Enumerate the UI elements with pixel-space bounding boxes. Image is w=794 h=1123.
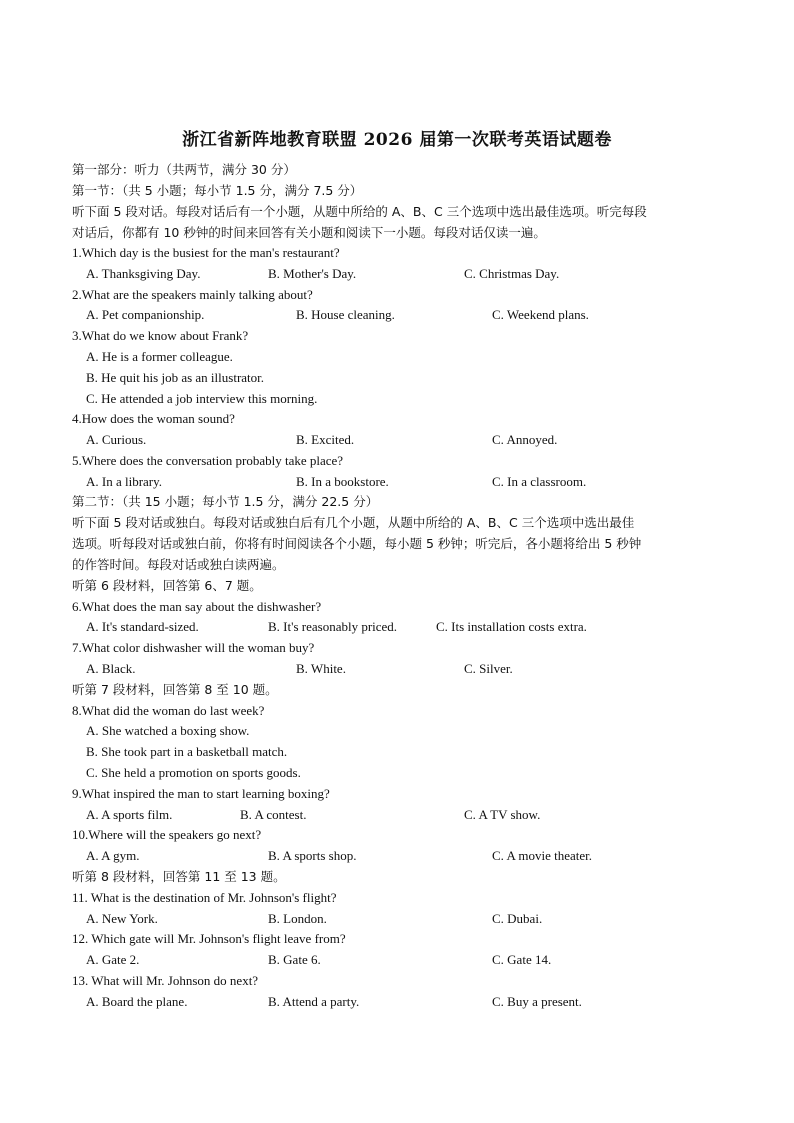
question-6-option-c: C. Its installation costs extra. [436,619,587,634]
section1-instruction-line: 对话后，你都有 10 秒钟的时间来回答有关小题和阅读下一小题。每段对话仅读一遍。 [72,225,546,240]
section1-instruction-line: 听下面 5 段对话。每段对话后有一个小题，从题中所给的 A、B、C 三个选项中选出最佳选项。听完每段 [72,204,647,219]
question-13-option-b: B. Attend a party. [268,994,360,1009]
question-8-option-a: A. She watched a boxing show. [86,723,250,738]
question-7-option-a: A. Black. [86,661,136,676]
question-10-option-a: A. A gym. [86,848,140,863]
question-2-option-b: B. House cleaning. [296,307,395,322]
question-1-option-b: B. Mother's Day. [268,266,357,281]
section1-heading: 第一节：（共 5 小题；每小节 1.5 分，满分 7.5 分） [72,183,363,198]
question-4-option-c: C. Annoyed. [492,432,558,447]
part1-heading: 第一部分：听力（共两节，满分 30 分） [72,162,296,177]
question-13-option-a: A. Board the plane. [86,994,188,1009]
question-1-stem: 1.Which day is the busiest for the man's restaurant? [72,245,340,260]
question-11-option-c: C. Dubai. [492,911,543,926]
question-11-stem: 11. What is the destination of Mr. Johnson's flight? [72,890,337,905]
question-7-stem: 7.What color dishwasher will the woman buy? [72,640,315,655]
question-8-option-c: C. She held a promotion on sports goods. [86,765,301,780]
question-9-option-b: B. A contest. [240,807,307,822]
question-8-stem: 8.What did the woman do last week? [72,703,265,718]
section2-instruction-line: 听下面 5 段对话或独白。每段对话或独白后有几个小题，从题中所给的 A、B、C 三个选项中选出最佳 [72,515,635,530]
question-11-option-a: A. New York. [86,911,158,926]
question-7-option-b: B. White. [296,661,346,676]
question-3-option-c: C. He attended a job interview this morning. [86,391,318,406]
question-12-option-a: A. Gate 2. [86,952,140,967]
question-9-stem: 9.What inspired the man to start learning boxing? [72,786,330,801]
question-5-option-a: A. In a library. [86,474,163,489]
question-4-option-a: A. Curious. [86,432,147,447]
question-10-option-b: B. A sports shop. [268,848,357,863]
question-4-stem: 4.How does the woman sound? [72,411,235,426]
section2-instruction-line: 的作答时间。每段对话或独白读两遍。 [72,557,285,572]
question-8-option-b: B. She took part in a basketball match. [86,744,288,759]
question-7-option-c: C. Silver. [464,661,513,676]
question-12-option-b: B. Gate 6. [268,952,321,967]
question-12-option-c: C. Gate 14. [492,952,552,967]
question-10-option-c: C. A movie theater. [492,848,593,863]
question-2-option-c: C. Weekend plans. [492,307,589,322]
question-1-option-a: A. Thanksgiving Day. [86,266,201,281]
question-9-option-c: C. A TV show. [464,807,541,822]
material-8-heading: 听第 8 段材料，回答第 11 至 13 题。 [72,869,286,884]
question-12-stem: 12. Which gate will Mr. Johnson's flight leave from? [72,931,346,946]
question-10-stem: 10.Where will the speakers go next? [72,827,262,842]
question-5-option-b: B. In a bookstore. [296,474,389,489]
question-1-option-c: C. Christmas Day. [464,266,560,281]
material-6-heading: 听第 6 段材料，回答第 6、7 题。 [72,578,262,593]
question-5-stem: 5.Where does the conversation probably take place? [72,453,344,468]
question-4-option-b: B. Excited. [296,432,355,447]
section2-heading: 第二节：（共 15 小题；每小节 1.5 分，满分 22.5 分） [72,494,379,509]
question-3-option-a: A. He is a former colleague. [86,349,233,364]
question-5-option-c: C. In a classroom. [492,474,587,489]
material-7-heading: 听第 7 段材料，回答第 8 至 10 题。 [72,682,278,697]
question-6-option-b: B. It's reasonably priced. [268,619,398,634]
question-9-option-a: A. A sports film. [86,807,173,822]
exam-title: 浙江省新阵地教育联盟 2026 届第一次联考英语试题卷 [182,130,612,150]
section2-instruction-line: 选项。听每段对话或独白前，你将有时间阅读各个小题，每小题 5 秒钟；听完后，各小题将给出 5 秒钟 [72,536,642,551]
question-6-stem: 6.What does the man say about the dishwasher? [72,599,322,614]
question-6-option-a: A. It's standard-sized. [86,619,199,634]
question-3-option-b: B. He quit his job as an illustrator. [86,370,265,385]
question-13-stem: 13. What will Mr. Johnson do next? [72,973,259,988]
question-3-stem: 3.What do we know about Frank? [72,328,249,343]
question-2-stem: 2.What are the speakers mainly talking about? [72,287,313,302]
question-2-option-a: A. Pet companionship. [86,307,205,322]
question-13-option-c: C. Buy a present. [492,994,582,1009]
question-11-option-b: B. London. [268,911,327,926]
